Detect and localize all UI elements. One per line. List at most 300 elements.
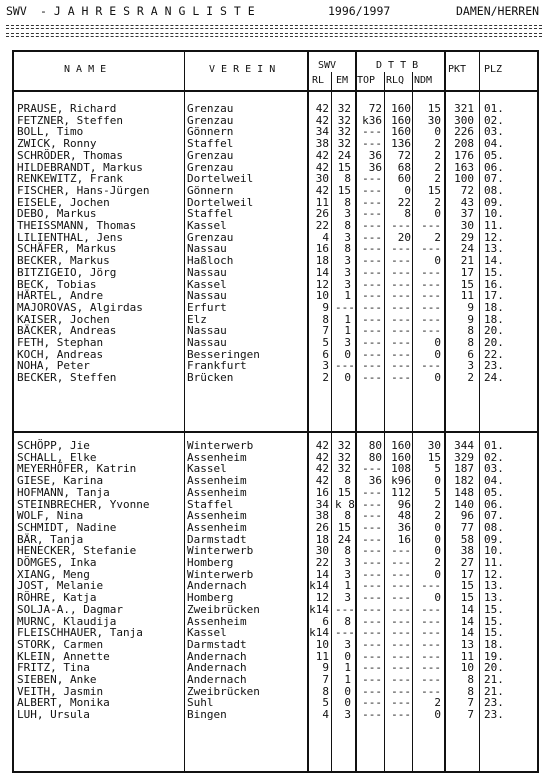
cell-verein: Winterwerb xyxy=(187,544,254,558)
cell-rl: 6 xyxy=(322,614,329,628)
cell-ndm: --- xyxy=(421,579,441,593)
double-rule xyxy=(6,25,542,29)
header-ndm: NDM xyxy=(414,75,433,86)
cell-name: BECKER, Steffen xyxy=(17,371,117,385)
cell-name: BÄR, Tanja xyxy=(17,532,84,546)
cell-plz: 08. xyxy=(484,183,504,197)
cell-verein: Suhl xyxy=(187,696,214,710)
cell-em: 1 xyxy=(344,289,351,303)
header-dttb: D T T B xyxy=(376,60,419,71)
cell-ndm: --- xyxy=(421,649,441,663)
cell-rlq: 160 xyxy=(391,113,411,127)
cell-verein: Winterwerb xyxy=(187,567,254,581)
cell-verein: Staffel xyxy=(187,497,234,511)
cell-rl: 42 xyxy=(315,113,329,127)
cell-pkt: 344 xyxy=(454,439,474,452)
cell-name: EISELE, Jochen xyxy=(17,195,110,209)
cell-em: 32 xyxy=(337,113,351,127)
cell-name: KOCH, Andreas xyxy=(17,347,104,361)
cell-name: MAJOROVAS, Algirdas xyxy=(17,300,143,314)
cell-rl: 42 xyxy=(315,474,329,488)
cell-name: KLEIN, Annette xyxy=(17,649,110,663)
cell-rlq: --- xyxy=(391,544,411,558)
cell-pkt: 15 xyxy=(460,579,474,593)
cell-pkt: 187 xyxy=(454,462,474,476)
cell-name: WOLF, Nina xyxy=(17,509,84,523)
cell-ndm: 0 xyxy=(434,520,441,534)
cell-plz: 15. xyxy=(484,614,504,628)
cell-ndm: 2 xyxy=(434,137,441,151)
cell-em: 15 xyxy=(337,160,351,174)
cell-ndm: 30 xyxy=(427,113,441,127)
cell-name: RÖHRE, Katja xyxy=(17,591,97,605)
cell-pkt: 24 xyxy=(460,242,474,256)
cell-em: 0 xyxy=(344,347,351,361)
cell-verein: Homberg xyxy=(187,556,234,569)
cell-rlq: 160 xyxy=(391,439,411,452)
cell-verein: Dortelweil xyxy=(187,195,254,209)
cell-pkt: 58 xyxy=(460,532,474,546)
cell-rl: 42 xyxy=(315,148,329,162)
cell-rl: k14 xyxy=(309,579,329,593)
cell-top: --- xyxy=(362,661,382,675)
cell-rlq: 60 xyxy=(397,172,411,186)
cell-verein: Bingen xyxy=(187,708,227,722)
cell-name: VEITH, Jasmin xyxy=(17,684,104,698)
cell-verein: Dortelweil xyxy=(187,172,254,186)
cell-rl: 14 xyxy=(315,265,329,279)
cell-ndm: 2 xyxy=(434,195,441,209)
cell-plz: 02. xyxy=(484,450,504,464)
cell-em: --- xyxy=(335,300,355,314)
cell-pkt: 2 xyxy=(467,371,474,385)
table-row xyxy=(14,709,537,721)
cell-verein: Nassau xyxy=(187,289,227,303)
cell-pkt: 9 xyxy=(467,300,474,314)
document-title: - J A H R E S R A N G L I S T E xyxy=(40,4,255,18)
cell-ndm: 2 xyxy=(434,148,441,162)
cell-plz: 10. xyxy=(484,207,504,221)
cell-em: 1 xyxy=(344,312,351,326)
cell-ndm: --- xyxy=(421,602,441,616)
cell-top: --- xyxy=(362,183,382,197)
cell-pkt: 13 xyxy=(460,637,474,651)
cell-top: --- xyxy=(362,532,382,546)
double-rule xyxy=(6,33,542,37)
cell-verein: Assenheim xyxy=(187,485,247,499)
cell-rlq: 136 xyxy=(391,137,411,151)
cell-name: SCHÖPP, Jie xyxy=(17,439,90,452)
cell-ndm: 15 xyxy=(427,183,441,197)
cell-pkt: 100 xyxy=(454,172,474,186)
cell-rlq: 20 xyxy=(397,230,411,244)
cell-top: 80 xyxy=(368,450,382,464)
cell-em: 3 xyxy=(344,207,351,221)
cell-verein: Assenheim xyxy=(187,509,247,523)
cell-em: 3 xyxy=(344,591,351,605)
cell-em: 0 xyxy=(344,684,351,698)
cell-plz: 23. xyxy=(484,359,504,373)
cell-pkt: 163 xyxy=(454,160,474,174)
cell-rlq: --- xyxy=(391,347,411,361)
cell-ndm: --- xyxy=(421,277,441,291)
cell-rlq: 16 xyxy=(397,532,411,546)
cell-plz: 03. xyxy=(484,125,504,139)
cell-pkt: 9 xyxy=(467,312,474,326)
cell-rlq: --- xyxy=(391,277,411,291)
cell-pkt: 148 xyxy=(454,485,474,499)
cell-ndm: --- xyxy=(421,626,441,640)
cell-top: --- xyxy=(362,242,382,256)
table-row xyxy=(14,499,537,511)
cell-verein: Darmstadt xyxy=(187,637,247,651)
cell-rl: 12 xyxy=(315,591,329,605)
cell-pkt: 7 xyxy=(467,696,474,710)
cell-plz: 11. xyxy=(484,219,504,232)
cell-rlq: --- xyxy=(391,324,411,338)
cell-rl: 42 xyxy=(315,102,329,115)
cell-plz: 02. xyxy=(484,113,504,127)
cell-rl: 14 xyxy=(315,567,329,581)
table-row xyxy=(14,372,537,384)
cell-top: --- xyxy=(362,509,382,523)
cell-pkt: 96 xyxy=(460,509,474,523)
cell-pkt: 14 xyxy=(460,614,474,628)
cell-rlq: 160 xyxy=(391,125,411,139)
cell-top: --- xyxy=(362,673,382,686)
cell-verein: Darmstadt xyxy=(187,532,247,546)
cell-top: --- xyxy=(362,230,382,244)
cell-ndm: --- xyxy=(421,684,441,698)
cell-pkt: 321 xyxy=(454,102,474,115)
cell-top: --- xyxy=(362,602,382,616)
cell-pkt: 3 xyxy=(467,359,474,373)
cell-top: 36 xyxy=(368,148,382,162)
cell-ndm: --- xyxy=(421,673,441,686)
cell-rlq: 160 xyxy=(391,450,411,464)
cell-em: 3 xyxy=(344,277,351,291)
cell-rlq: --- xyxy=(391,661,411,675)
cell-name: PRAUSE, Richard xyxy=(17,102,117,115)
cell-rlq: --- xyxy=(391,312,411,326)
cell-pkt: 29 xyxy=(460,230,474,244)
cell-em: 32 xyxy=(337,125,351,139)
cell-plz: 18. xyxy=(484,637,504,651)
cell-plz: 22. xyxy=(484,347,504,361)
cell-em: 8 xyxy=(344,195,351,209)
cell-plz: 01. xyxy=(484,102,504,115)
cell-ndm: 5 xyxy=(434,485,441,499)
cell-verein: Brücken xyxy=(187,371,234,385)
cell-pkt: 182 xyxy=(454,474,474,488)
cell-top: --- xyxy=(362,347,382,361)
cell-plz: 11. xyxy=(484,556,504,569)
cell-pkt: 8 xyxy=(467,684,474,698)
cell-plz: 17. xyxy=(484,289,504,303)
cell-rlq: --- xyxy=(391,265,411,279)
cell-plz: 03. xyxy=(484,462,504,476)
cell-plz: 05. xyxy=(484,148,504,162)
cell-plz: 12. xyxy=(484,567,504,581)
cell-ndm: 2 xyxy=(434,172,441,186)
cell-ndm: 0 xyxy=(434,591,441,605)
cell-ndm: 2 xyxy=(434,556,441,569)
cell-pkt: 30 xyxy=(460,219,474,232)
cell-em: 32 xyxy=(337,439,351,452)
cell-verein: Nassau xyxy=(187,336,227,349)
cell-em: 1 xyxy=(344,673,351,686)
table-row xyxy=(14,150,537,162)
cell-ndm: --- xyxy=(421,324,441,338)
cell-plz: 23. xyxy=(484,696,504,710)
cell-plz: 08. xyxy=(484,520,504,534)
cell-rl: 26 xyxy=(315,207,329,221)
cell-em: 8 xyxy=(344,219,351,232)
cell-ndm: 2 xyxy=(434,696,441,710)
header-verein: V E R E I N xyxy=(209,64,276,75)
cell-pkt: 329 xyxy=(454,450,474,464)
cell-name: BOLL, Timo xyxy=(17,125,84,139)
cell-top: --- xyxy=(362,254,382,268)
cell-rl: 26 xyxy=(315,520,329,534)
table-row xyxy=(14,697,537,709)
cell-pkt: 7 xyxy=(467,708,474,722)
header-name: N A M E xyxy=(64,64,107,75)
cell-ndm: 15 xyxy=(427,102,441,115)
cell-name: RENKEWITZ, Frank xyxy=(17,172,123,186)
cell-em: --- xyxy=(335,359,355,373)
cell-pkt: 17 xyxy=(460,567,474,581)
cell-em: 3 xyxy=(344,567,351,581)
cell-rl: 4 xyxy=(322,230,329,244)
cell-ndm: 2 xyxy=(434,230,441,244)
cell-em: 32 xyxy=(337,462,351,476)
cell-verein: Kassel xyxy=(187,277,227,291)
cell-name: NOHA, Peter xyxy=(17,359,90,373)
cell-plz: 04. xyxy=(484,474,504,488)
cell-rlq: 48 xyxy=(397,509,411,523)
cell-rl: 38 xyxy=(315,509,329,523)
cell-rlq: --- xyxy=(391,614,411,628)
cell-rlq: 22 xyxy=(397,195,411,209)
cell-ndm: 0 xyxy=(434,254,441,268)
cell-ndm: --- xyxy=(421,219,441,232)
cell-verein: Staffel xyxy=(187,207,234,221)
cell-top: --- xyxy=(362,359,382,373)
cell-verein: Grenzau xyxy=(187,148,234,162)
cell-plz: 13. xyxy=(484,242,504,256)
cell-pkt: 140 xyxy=(454,497,474,511)
cell-top: --- xyxy=(362,591,382,605)
table-row xyxy=(14,349,537,361)
cell-plz: 19. xyxy=(484,649,504,663)
cell-top: --- xyxy=(362,172,382,186)
cell-rl: 10 xyxy=(315,637,329,651)
cell-rl: 5 xyxy=(322,336,329,349)
cell-plz: 14. xyxy=(484,254,504,268)
cell-plz: 20. xyxy=(484,324,504,338)
cell-ndm: --- xyxy=(421,359,441,373)
cell-plz: 15. xyxy=(484,265,504,279)
cell-ndm: --- xyxy=(421,614,441,628)
cell-rlq: k96 xyxy=(391,474,411,488)
cell-em: 8 xyxy=(344,474,351,488)
cell-rl: 11 xyxy=(315,195,329,209)
cell-name: HOFMANN, Tanja xyxy=(17,485,110,499)
cell-plz: 01. xyxy=(484,439,504,452)
cell-rlq: --- xyxy=(391,336,411,349)
cell-rlq: 72 xyxy=(397,148,411,162)
cell-plz: 21. xyxy=(484,673,504,686)
cell-rl: 6 xyxy=(322,347,329,361)
cell-verein: Winterwerb xyxy=(187,439,254,452)
cell-em: 24 xyxy=(337,148,351,162)
cell-verein: Grenzau xyxy=(187,160,234,174)
cell-rl: 5 xyxy=(322,696,329,710)
cell-rl: 34 xyxy=(315,125,329,139)
cell-plz: 16. xyxy=(484,277,504,291)
cell-pkt: 43 xyxy=(460,195,474,209)
cell-rlq: --- xyxy=(391,289,411,303)
cell-top: --- xyxy=(362,462,382,476)
cell-pkt: 11 xyxy=(460,289,474,303)
cell-em: 8 xyxy=(344,172,351,186)
cell-top: --- xyxy=(362,684,382,698)
cell-name: MEYERHÖFER, Katrin xyxy=(17,462,137,476)
cell-em: 0 xyxy=(344,371,351,385)
cell-rlq: --- xyxy=(391,579,411,593)
cell-ndm: --- xyxy=(421,312,441,326)
cell-rl: 42 xyxy=(315,439,329,452)
cell-top: --- xyxy=(362,708,382,722)
cell-plz: 07. xyxy=(484,509,504,523)
cell-rlq: --- xyxy=(391,371,411,385)
cell-verein: Elz xyxy=(187,312,207,326)
cell-rl: 7 xyxy=(322,324,329,338)
header-rule xyxy=(14,90,537,92)
header-em: EM xyxy=(336,75,349,86)
cell-rlq: 160 xyxy=(391,102,411,115)
header-rl: RL xyxy=(312,75,325,86)
cell-plz: 13. xyxy=(484,591,504,605)
cell-pkt: 6 xyxy=(467,347,474,361)
cell-plz: 24. xyxy=(484,371,504,385)
cell-name: DÖMGES, Inka xyxy=(17,556,97,569)
cell-rl: 11 xyxy=(315,649,329,663)
cell-top: --- xyxy=(362,614,382,628)
cell-ndm: 0 xyxy=(434,708,441,722)
cell-top: --- xyxy=(362,277,382,291)
cell-pkt: 27 xyxy=(460,556,474,569)
cell-em: 3 xyxy=(344,336,351,349)
cell-verein: Homberg xyxy=(187,591,234,605)
cell-plz: 07. xyxy=(484,172,504,186)
cell-rl: 30 xyxy=(315,544,329,558)
cell-pkt: 11 xyxy=(460,649,474,663)
cell-em: 3 xyxy=(344,254,351,268)
cell-rlq: --- xyxy=(391,300,411,314)
cell-verein: Kassel xyxy=(187,626,227,640)
cell-name: STEINBRECHER, Yvonne xyxy=(17,497,150,511)
cell-verein: Grenzau xyxy=(187,113,234,127)
cell-ndm: 0 xyxy=(434,336,441,349)
cell-ndm: 0 xyxy=(434,125,441,139)
cell-em: 8 xyxy=(344,509,351,523)
cell-plz: 10. xyxy=(484,544,504,558)
cell-top: --- xyxy=(362,649,382,663)
cell-verein: Nassau xyxy=(187,265,227,279)
cell-name: SCHÄFER, Markus xyxy=(17,242,117,256)
cell-name: MURNC, Klaudija xyxy=(17,614,117,628)
cell-rlq: 0 xyxy=(404,183,411,197)
table-row xyxy=(14,440,537,452)
cell-name: LILIENTHAL, Jens xyxy=(17,230,123,244)
cell-name: ZWICK, Ronny xyxy=(17,137,97,151)
cell-rl: 18 xyxy=(315,254,329,268)
cell-top: --- xyxy=(362,137,382,151)
cell-verein: Zweibrücken xyxy=(187,684,260,698)
cell-ndm: --- xyxy=(421,300,441,314)
cell-name: SOLJA-A., Dagmar xyxy=(17,602,123,616)
cell-top: --- xyxy=(362,579,382,593)
cell-plz: 18. xyxy=(484,300,504,314)
cell-name: GIESE, Karina xyxy=(17,474,104,488)
cell-rl: 8 xyxy=(322,312,329,326)
cell-rlq: --- xyxy=(391,696,411,710)
cell-ndm: 5 xyxy=(434,462,441,476)
cell-plz: 15. xyxy=(484,626,504,640)
cell-top: --- xyxy=(362,219,382,232)
cell-top: 36 xyxy=(368,160,382,174)
cell-verein: Gönnern xyxy=(187,125,234,139)
table-row xyxy=(14,185,537,197)
cell-rl: 16 xyxy=(315,485,329,499)
cell-em: 0 xyxy=(344,649,351,663)
cell-rl: 9 xyxy=(322,300,329,314)
cell-pkt: 21 xyxy=(460,254,474,268)
cell-verein: Grenzau xyxy=(187,230,234,244)
cell-ndm: 2 xyxy=(434,509,441,523)
cell-plz: 23. xyxy=(484,708,504,722)
season-label: 1996/1997 xyxy=(328,4,391,18)
cell-top: --- xyxy=(362,312,382,326)
cell-pkt: 14 xyxy=(460,602,474,616)
cell-pkt: 37 xyxy=(460,207,474,221)
cell-top: --- xyxy=(362,637,382,651)
cell-rl: 30 xyxy=(315,172,329,186)
header-rlq: RLQ xyxy=(386,75,405,86)
cell-rlq: 96 xyxy=(397,497,411,511)
cell-rlq: --- xyxy=(391,242,411,256)
cell-rl: 7 xyxy=(322,673,329,686)
cell-top: --- xyxy=(362,626,382,640)
cell-ndm: 30 xyxy=(427,439,441,452)
cell-top: --- xyxy=(362,567,382,581)
cell-verein: Zweibrücken xyxy=(187,602,260,616)
table-row xyxy=(14,302,537,314)
cell-em: 1 xyxy=(344,661,351,675)
cell-verein: Assenheim xyxy=(187,450,247,464)
cell-top: --- xyxy=(362,125,382,139)
cell-plz: 20. xyxy=(484,336,504,349)
cell-top: --- xyxy=(362,336,382,349)
cell-name: SCHRÖDER, Thomas xyxy=(17,148,123,162)
cell-rl: 42 xyxy=(315,462,329,476)
table-row xyxy=(14,267,537,279)
cell-ndm: 0 xyxy=(434,207,441,221)
cell-verein: Haßloch xyxy=(187,254,234,268)
cell-pkt: 17 xyxy=(460,265,474,279)
